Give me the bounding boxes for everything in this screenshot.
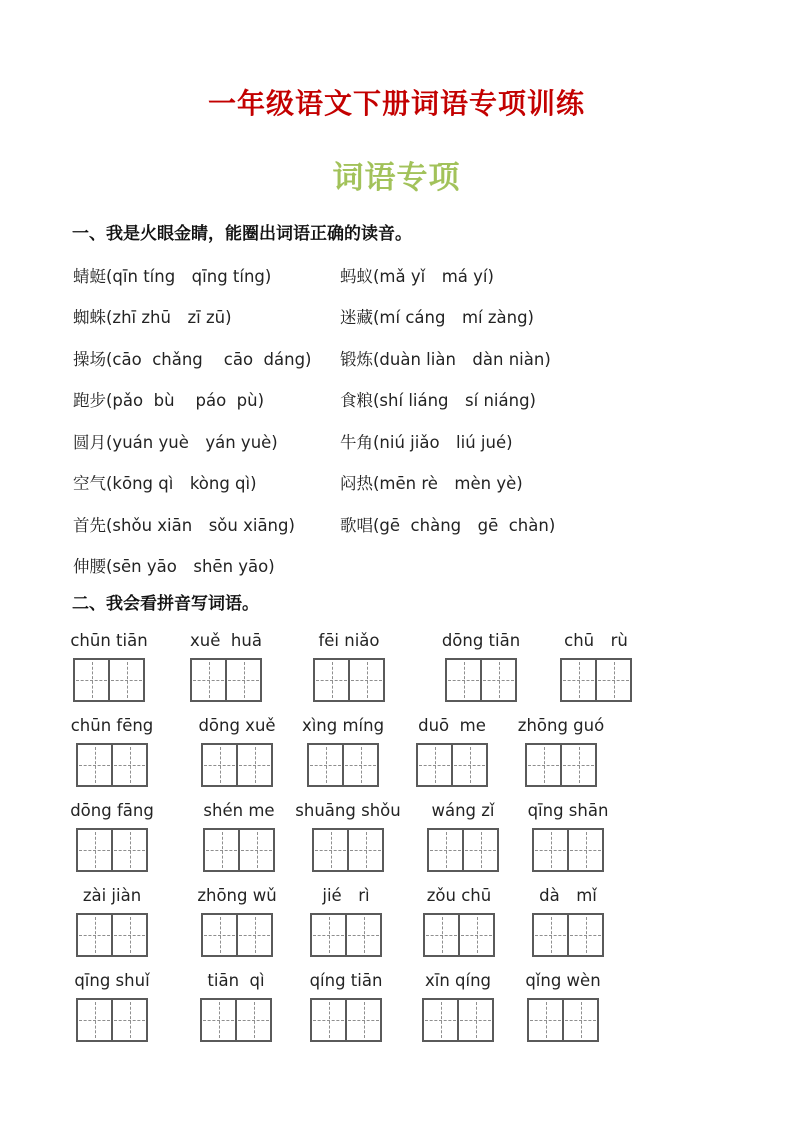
writing-grid-box	[76, 828, 148, 872]
section2-pinyin-grid	[0, 630, 793, 1042]
pinyin-writing-row	[0, 715, 793, 787]
pinyin-writing-row	[0, 970, 793, 1042]
grid-cell	[108, 660, 143, 700]
writing-grid-box	[203, 828, 275, 872]
grid-cell	[202, 1000, 235, 1040]
grid-cell	[78, 1000, 111, 1040]
grid-cell	[348, 660, 383, 700]
pinyin-writing-row	[0, 885, 793, 957]
word-choice-right: 闷热(mēn rè mèn yè)	[340, 474, 523, 494]
grid-cell	[424, 1000, 457, 1040]
section1-heading: 一、我是火眼金睛，能圈出词语正确的读音。	[72, 224, 412, 244]
word-choice-row	[73, 254, 793, 296]
grid-cell	[236, 915, 271, 955]
grid-cell	[203, 745, 236, 785]
page-title: 一年级语文下册词语专项训练	[207, 87, 585, 120]
grid-cell	[529, 1000, 562, 1040]
grid-cell	[458, 915, 493, 955]
word-choice-right: 蚂蚁(mǎ yǐ má yí)	[340, 266, 494, 286]
grid-cell	[78, 915, 111, 955]
grid-cell	[111, 915, 146, 955]
writing-grid-box	[76, 998, 148, 1042]
writing-grid-box	[76, 913, 148, 957]
grid-cell	[345, 1000, 380, 1040]
pinyin-label: shuāng shǒu	[295, 801, 401, 820]
word-choice-row	[73, 503, 793, 545]
pinyin-word-column	[313, 630, 385, 702]
pinyin-label: wáng zǐ	[431, 801, 495, 820]
pinyin-label: dōng fāng	[70, 801, 154, 820]
pinyin-label: dōng tiān	[441, 631, 521, 650]
grid-cell	[347, 830, 382, 870]
word-choice-row	[73, 296, 793, 338]
grid-cell	[595, 660, 630, 700]
writing-grid-box	[307, 743, 379, 787]
word-choice-right: 食粮(shí liáng sí niáng)	[340, 391, 536, 411]
writing-grid-box	[427, 828, 499, 872]
pinyin-word-column	[527, 970, 599, 1042]
pinyin-word-column	[422, 970, 494, 1042]
word-choice-left: 跑步(pǎo bù páo pù)	[73, 391, 265, 411]
writing-grid-box	[527, 998, 599, 1042]
pinyin-word-column	[517, 715, 605, 787]
word-choice-row	[73, 462, 793, 504]
grid-cell	[75, 660, 108, 700]
pinyin-word-column	[310, 970, 382, 1042]
writing-grid-box	[200, 998, 272, 1042]
writing-grid-box	[190, 658, 262, 702]
pinyin-label: xìng míng	[301, 716, 385, 735]
writing-grid-box	[76, 743, 148, 787]
grid-cell	[345, 915, 380, 955]
word-choice-right: 迷藏(mí cáng mí zàng)	[340, 308, 534, 328]
writing-grid-box	[313, 658, 385, 702]
word-choice-left: 首先(shǒu xiān sǒu xiāng)	[73, 515, 295, 535]
writing-grid-box	[312, 828, 384, 872]
writing-grid-box	[560, 658, 632, 702]
pinyin-word-column	[198, 715, 276, 787]
grid-cell	[111, 830, 146, 870]
grid-cell	[205, 830, 238, 870]
pinyin-word-column	[295, 800, 401, 872]
pinyin-label: zhōng wǔ	[197, 886, 277, 905]
word-choice-row	[73, 379, 793, 421]
writing-grid-box	[310, 998, 382, 1042]
pinyin-word-column	[200, 970, 272, 1042]
grid-cell	[429, 830, 462, 870]
pinyin-label: qǐng wèn	[525, 971, 601, 990]
writing-grid-box	[445, 658, 517, 702]
pinyin-label: zǒu chū	[426, 886, 492, 905]
grid-cell	[562, 660, 595, 700]
pinyin-label: fēi niǎo	[318, 631, 380, 650]
grid-cell	[457, 1000, 492, 1040]
pinyin-label: shén me	[203, 801, 275, 820]
pinyin-word-column	[310, 885, 382, 957]
pinyin-word-column	[427, 800, 499, 872]
pinyin-word-column	[70, 715, 154, 787]
pinyin-label: xīn qíng	[424, 971, 492, 990]
writing-grid-box	[423, 913, 495, 957]
pinyin-label: qīng shuǐ	[74, 971, 150, 990]
word-choice-row	[73, 545, 793, 587]
grid-cell	[534, 915, 567, 955]
grid-cell	[111, 745, 146, 785]
grid-cell	[192, 660, 225, 700]
grid-cell	[312, 1000, 345, 1040]
writing-grid-box	[73, 658, 145, 702]
word-choice-right: 锻炼(duàn liàn dàn niàn)	[340, 349, 551, 369]
pinyin-label: tiān qì	[207, 971, 265, 990]
grid-cell	[235, 1000, 270, 1040]
grid-cell	[312, 915, 345, 955]
word-choice-row	[73, 420, 793, 462]
pinyin-label: chūn fēng	[70, 716, 154, 735]
pinyin-word-column	[416, 715, 488, 787]
writing-grid-box	[422, 998, 494, 1042]
grid-cell	[451, 745, 486, 785]
writing-grid-box	[201, 743, 273, 787]
word-choice-row	[73, 337, 793, 379]
pinyin-word-column	[441, 630, 521, 702]
pinyin-label: dōng xuě	[198, 716, 276, 735]
pinyin-word-column	[527, 800, 609, 872]
grid-cell	[342, 745, 377, 785]
pinyin-label: chū rù	[564, 631, 628, 650]
grid-cell	[534, 830, 567, 870]
pinyin-word-column	[560, 630, 632, 702]
page-subtitle: 词语专项	[332, 160, 461, 196]
grid-cell	[527, 745, 560, 785]
pinyin-label: jié rì	[322, 886, 370, 905]
pinyin-word-column	[301, 715, 385, 787]
word-choice-left: 伸腰(sēn yāo shēn yāo)	[73, 557, 275, 577]
grid-cell	[567, 830, 602, 870]
grid-cell	[447, 660, 480, 700]
pinyin-label: chūn tiān	[70, 631, 148, 650]
section1-word-list	[73, 254, 793, 586]
pinyin-word-column	[76, 970, 148, 1042]
pinyin-word-column	[76, 885, 148, 957]
grid-cell	[236, 745, 271, 785]
grid-cell	[78, 830, 111, 870]
grid-cell	[567, 915, 602, 955]
word-choice-right: 牛角(niú jiǎo liú jué)	[340, 432, 513, 452]
pinyin-label: duō me	[418, 716, 486, 735]
pinyin-word-column	[197, 885, 277, 957]
pinyin-label: qīng shān	[527, 801, 609, 820]
pinyin-word-column	[70, 800, 154, 872]
pinyin-word-column	[423, 885, 495, 957]
word-choice-left: 空气(kōng qì kòng qì)	[73, 474, 257, 494]
grid-cell	[560, 745, 595, 785]
pinyin-label: dà mǐ	[539, 886, 597, 905]
word-choice-left: 操场(cāo chǎng cāo dáng)	[73, 349, 312, 369]
pinyin-writing-row	[0, 630, 793, 702]
pinyin-label: zhōng guó	[517, 716, 605, 735]
pinyin-word-column	[190, 630, 262, 702]
pinyin-word-column	[203, 800, 275, 872]
writing-grid-box	[525, 743, 597, 787]
grid-cell	[78, 745, 111, 785]
pinyin-label: xuě huā	[190, 631, 262, 650]
word-choice-left: 蜻蜓(qīn tíng qīng tíng)	[73, 266, 272, 286]
grid-cell	[309, 745, 342, 785]
writing-grid-box	[416, 743, 488, 787]
grid-cell	[238, 830, 273, 870]
pinyin-writing-row	[0, 800, 793, 872]
grid-cell	[225, 660, 260, 700]
writing-grid-box	[532, 913, 604, 957]
word-choice-left: 圆月(yuán yuè yán yuè)	[73, 432, 278, 452]
grid-cell	[315, 660, 348, 700]
grid-cell	[480, 660, 515, 700]
writing-grid-box	[310, 913, 382, 957]
pinyin-word-column	[70, 630, 148, 702]
grid-cell	[203, 915, 236, 955]
grid-cell	[111, 1000, 146, 1040]
grid-cell	[425, 915, 458, 955]
grid-cell	[418, 745, 451, 785]
grid-cell	[462, 830, 497, 870]
word-choice-left: 蜘蛛(zhī zhū zī zū)	[73, 308, 232, 328]
pinyin-word-column	[532, 885, 604, 957]
pinyin-label: zài jiàn	[82, 886, 142, 905]
section2-heading: 二、我会看拼音写词语。	[72, 594, 259, 614]
grid-cell	[562, 1000, 597, 1040]
writing-grid-box	[201, 913, 273, 957]
writing-grid-box	[532, 828, 604, 872]
grid-cell	[314, 830, 347, 870]
word-choice-right: 歌唱(gē chàng gē chàn)	[340, 515, 556, 535]
pinyin-label: qíng tiān	[309, 971, 383, 990]
